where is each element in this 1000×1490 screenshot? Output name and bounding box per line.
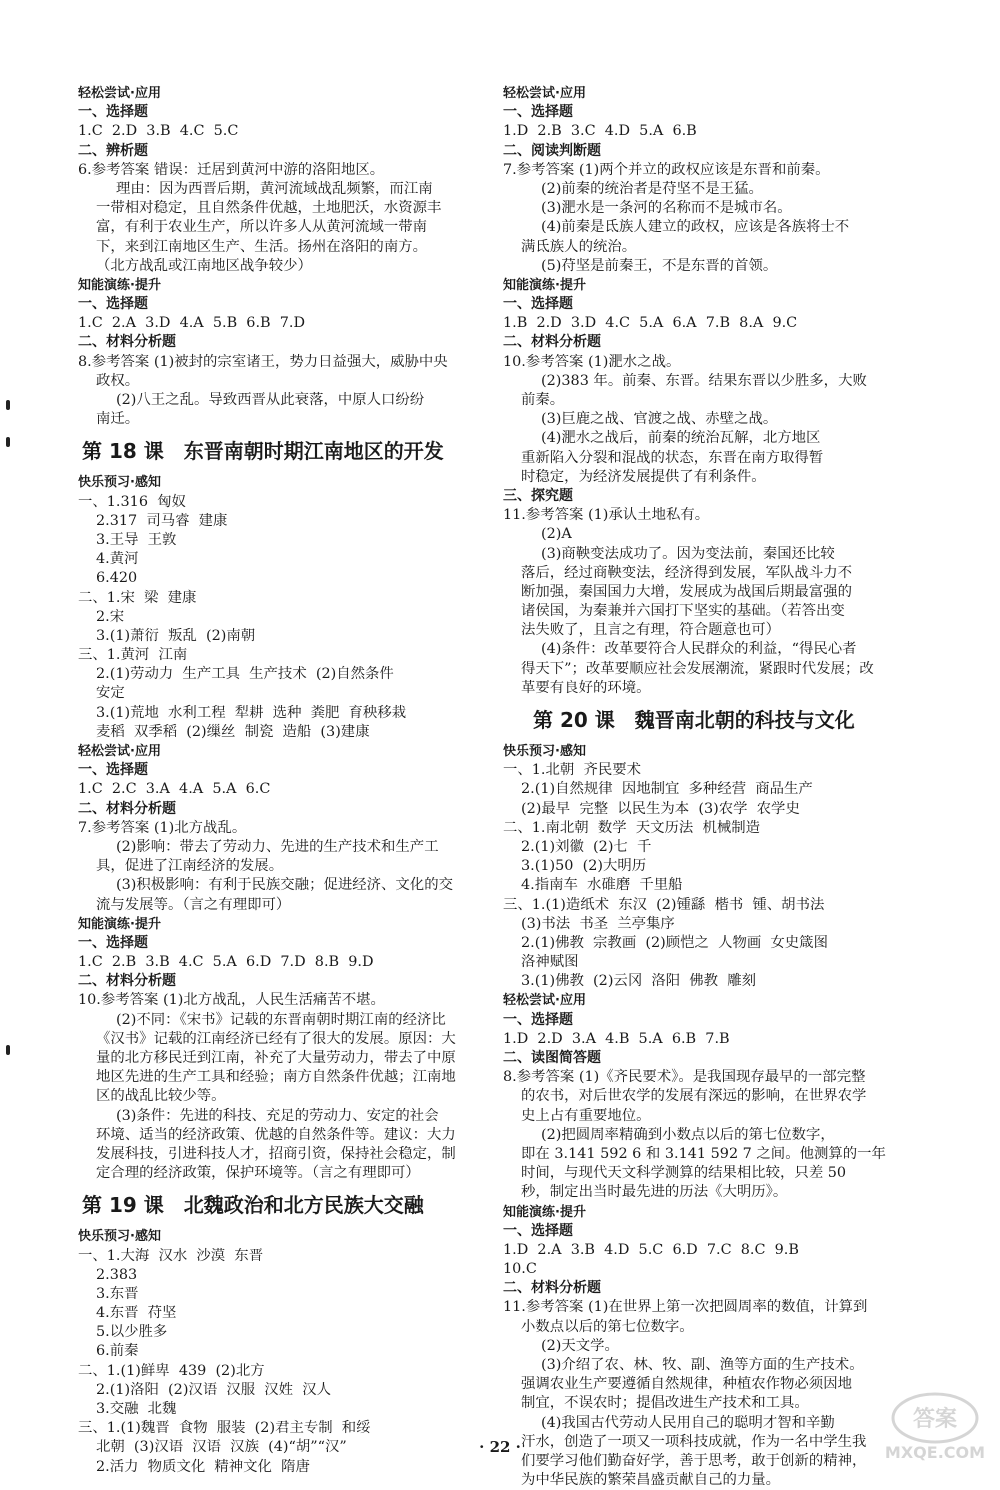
answer-line: (4)淝水之战后，前秦的统治瓦解，北方地区 bbox=[541, 430, 821, 447]
svg-text:MXQE.COM: MXQE.COM bbox=[884, 1443, 986, 1462]
answer-line: 得天下”；改革要顺应社会发展潮流，紧跟时代发展；改 bbox=[521, 660, 874, 677]
answer-line: 2.(1)佛教 宗教画 (2)顾恺之 人物画 女史箴图 bbox=[521, 934, 828, 951]
answer-line: 5.以少胜多 bbox=[96, 1324, 168, 1341]
lesson-title: 第 19 课 北魏政治和北方民族大交融 bbox=[82, 1193, 424, 1218]
section-label: 知能演练·提升 bbox=[78, 916, 161, 932]
answer-line: 6.前秦 bbox=[96, 1343, 139, 1360]
answer-line: 1.D 2.A 3.B 4.D 5.C 6.D 7.C 8.C 9.B bbox=[503, 1241, 799, 1258]
answer-line: (3)条件：先进的科技、充足的劳动力、安定的社会 bbox=[116, 1107, 439, 1124]
answer-line: （北方战乱或江南地区战争较少） bbox=[96, 257, 312, 274]
answer-line: 1.C 2.B 3.B 4.C 5.A 6.D 7.D 8.B 9.D bbox=[78, 954, 374, 971]
answer-line: 3.(1)荒地 水利工程 犁耕 选种 粪肥 育秧移栽 bbox=[96, 704, 407, 721]
answer-line: 三、1.(1)造纸术 东汉 (2)锺繇 楷书 锺、胡书法 bbox=[503, 896, 825, 913]
answer-line: (3)巨鹿之战、官渡之战、赤壁之战。 bbox=[541, 411, 778, 428]
answer-line: 满氐族人的统治。 bbox=[521, 238, 637, 255]
answer-line: 3.交融 北魏 bbox=[96, 1401, 177, 1417]
answer-line: 2.(1)劳动力 生产工具 生产技术 (2)自然条件 bbox=[96, 666, 394, 683]
answer-line: 区的战乱比较少等。 bbox=[96, 1088, 226, 1105]
answer-line: (2)最早 完整 以民生为本 (3)农学 农学史 bbox=[521, 800, 800, 817]
answer-line: 8.参考答案 (1)被封的宗室诸王，势力日益强大，威胁中央 bbox=[78, 353, 448, 370]
answer-line: 2.317 司马睿 建康 bbox=[96, 512, 228, 529]
answer-line: 秒，制定出当时最先进的历法《大明历》。 bbox=[521, 1184, 788, 1201]
answer-line: 革要有良好的环境。 bbox=[521, 679, 651, 696]
answer-line: (2)前秦的统治者是苻坚不是王猛。 bbox=[541, 180, 763, 197]
answer-line: (3)淝水是一条河的名称而不是城市名。 bbox=[541, 200, 792, 217]
question-type-heading: 三、探究题 bbox=[503, 487, 573, 504]
question-type-heading: 一、选择题 bbox=[503, 1011, 573, 1028]
section-label: 快乐预习·感知 bbox=[78, 475, 161, 491]
answer-line: (2)把圆周率精确到小数点以后的第七位数字， bbox=[541, 1126, 835, 1143]
answer-line: 11.参考答案 (1)承认土地私有。 bbox=[503, 507, 710, 524]
answer-line: (4)我国古代劳动人民用自己的聪明才智和辛勤 bbox=[541, 1414, 835, 1431]
answer-line: 1.C 2.A 3.D 4.A 5.B 6.B 7.D bbox=[78, 315, 306, 332]
question-type-heading: 一、选择题 bbox=[78, 934, 148, 951]
answer-line: 量的北方移民迁到江南，补充了大量劳动力，带去了中原 bbox=[96, 1050, 456, 1066]
answer-line: 制宜，不误农时；提倡改进生产技术和工具。 bbox=[521, 1395, 809, 1412]
question-type-heading: 二、材料分析题 bbox=[78, 800, 176, 817]
left-column bbox=[78, 84, 488, 1477]
answer-line: 定合理的经济政策，保护环境等。（言之有理即可） bbox=[96, 1165, 420, 1182]
section-label: 知能演练·提升 bbox=[503, 277, 586, 293]
binding-mark bbox=[6, 437, 10, 447]
answer-line: 发展科技，引进科技人才，招商引资，保持社会稳定，制 bbox=[96, 1145, 456, 1162]
question-type-heading: 二、材料分析题 bbox=[78, 973, 176, 990]
answer-line: 麦稻 双季稻 (2)缫丝 制瓷 造船 (3)建康 bbox=[96, 723, 370, 740]
answer-line: 们要学习他们勤奋好学，善于思考，敢于创新的精神， bbox=[521, 1452, 867, 1469]
answer-line: 2.(1)自然规律 因地制宜 多种经营 商品生产 bbox=[521, 781, 813, 798]
answer-line: 4.指南车 水碓磨 千里船 bbox=[521, 877, 683, 894]
page-number-value: 22 bbox=[489, 1438, 511, 1456]
answer-line: 6.420 bbox=[96, 570, 138, 587]
answer-line: 10.参考答案 (1)北方战乱，人民生活痛苦不堪。 bbox=[78, 992, 385, 1009]
answer-line: 一、1.北朝 齐民要术 bbox=[503, 762, 642, 779]
answer-line: 理由：因为西晋后期，黄河流域战乱频繁，而江南 bbox=[116, 180, 433, 197]
question-type-heading: 二、材料分析题 bbox=[503, 334, 601, 351]
answer-line: 法失败了，且言之有理，符合题意也可） bbox=[521, 622, 781, 639]
answer-line: 重新陷入分裂和混战的状态，东晋在南方取得暂 bbox=[521, 449, 824, 466]
answer-line: 3.(1)50 (2)大明历 bbox=[521, 858, 647, 875]
answer-line: 2.(1)刘徽 (2)七 千 bbox=[521, 838, 652, 855]
answer-line: 地区先进的生产工具和经验；南方自然条件优越；江南地 bbox=[96, 1069, 456, 1086]
answer-line: 一、1.316 匈奴 bbox=[78, 493, 186, 510]
binding-mark bbox=[6, 1045, 10, 1055]
binding-mark bbox=[6, 400, 10, 410]
answer-line: 汗水，创造了一项又一项科技成就，作为一名中学生我 bbox=[521, 1433, 867, 1450]
answer-line: 1.D 2.B 3.C 4.D 5.A 6.B bbox=[503, 123, 697, 140]
answer-line: 北朝 (3)汉语 汉语 汉族 (4)“胡”“汉” bbox=[96, 1439, 347, 1456]
answer-line: 7.参考答案 (1)两个并立的政权应该是东晋和前秦。 bbox=[503, 161, 830, 178]
answer-line: 4.东晋 苻坚 bbox=[96, 1305, 177, 1322]
answer-line: 一、1.大海 汉水 沙漠 东晋 bbox=[78, 1247, 264, 1264]
section-label: 知能演练·提升 bbox=[503, 1204, 586, 1220]
answer-line: (3)商鞅变法成功了。因为变法前，秦国还比较 bbox=[541, 545, 835, 562]
answer-line: (2)不同：《宋书》记载的东晋南朝时期江南的经济比 bbox=[116, 1011, 446, 1028]
section-label: 快乐预习·感知 bbox=[78, 1229, 161, 1245]
answer-line: 具，促进了江南经济的发展。 bbox=[96, 858, 284, 875]
answer-line: 富，有利于农业生产，所以许多人从黄河流域一带南 bbox=[96, 219, 427, 236]
answer-line: 前秦。 bbox=[521, 392, 565, 408]
answer-line: 的农书，对后世农学的发展有深远的影响，在世界农学 bbox=[521, 1088, 867, 1105]
answer-line: 政权。 bbox=[96, 372, 140, 389]
answer-line: 史上占有重要地位。 bbox=[521, 1107, 651, 1124]
question-type-heading: 二、材料分析题 bbox=[503, 1280, 601, 1297]
answer-line: 2.383 bbox=[96, 1266, 138, 1283]
answer-line: 3.王导 王敦 bbox=[96, 531, 177, 548]
question-type-heading: 一、选择题 bbox=[503, 1222, 573, 1239]
answer-line: (4)条件：改革要符合人民群众的利益，“得民心者 bbox=[541, 641, 857, 658]
answer-line: (2)影响：带去了劳动力、先进的生产技术和生产工 bbox=[116, 838, 439, 855]
answer-line: 10.参考答案 (1)淝水之战。 bbox=[503, 353, 681, 370]
question-type-heading: 一、选择题 bbox=[503, 296, 573, 313]
answer-line: 《汉书》记载的江南经济已经有了很大的发展。原因：大 bbox=[96, 1030, 456, 1047]
watermark-logo bbox=[880, 1390, 990, 1465]
answer-line: 3.(1)佛教 (2)云冈 洛阳 佛教 雕刻 bbox=[521, 973, 757, 990]
answer-line: 6.参考答案 错误：迁居到黄河中游的洛阳地区。 bbox=[78, 161, 385, 178]
answer-line: 10.C bbox=[503, 1261, 537, 1278]
answer-line: 强调农业生产要遵循自然规律，种植农作物必须因地 bbox=[521, 1376, 852, 1393]
answer-line: (3)介绍了农、林、牧、副、渔等方面的生产技术。 bbox=[541, 1357, 864, 1373]
answer-line: 洛神赋图 bbox=[521, 954, 579, 971]
answer-line: 流与发展等。（言之有理即可） bbox=[96, 896, 291, 913]
answer-line: 三、1.(1)魏晋 食物 服装 (2)君主专制 和绥 bbox=[78, 1420, 371, 1437]
question-type-heading: 一、选择题 bbox=[503, 104, 573, 121]
right-column bbox=[503, 84, 923, 1490]
answer-line: 3.(1)萧衍 叛乱 (2)南朝 bbox=[96, 627, 256, 644]
answer-line: 二、1.宋 梁 建康 bbox=[78, 589, 197, 606]
question-type-heading: 二、读图简答题 bbox=[503, 1050, 601, 1066]
answer-line: 二、1.南北朝 数学 天文历法 机械制造 bbox=[503, 819, 761, 836]
question-type-heading: 二、阅读判断题 bbox=[503, 142, 601, 159]
answer-line: 二、1.(1)鲜卑 439 (2)北方 bbox=[78, 1362, 265, 1379]
answer-line: 7.参考答案 (1)北方战乱。 bbox=[78, 819, 247, 836]
answer-line: 3.东晋 bbox=[96, 1285, 139, 1302]
answer-line: 1.B 2.D 3.D 4.C 5.A 6.A 7.B 8.A 9.C bbox=[503, 315, 798, 332]
answer-line: 时间，与现代天文科学测算的结果相比较，只差 50 bbox=[521, 1165, 847, 1182]
answer-line: 南迁。 bbox=[96, 411, 140, 428]
answer-line: 时稳定，为经济发展提供了有利条件。 bbox=[521, 468, 766, 485]
answer-line: 下，来到江南地区生产、生活。扬州在洛阳的南方。 bbox=[96, 238, 427, 255]
lesson-title: 第 18 课 东晋南朝时期江南地区的开发 bbox=[82, 439, 444, 464]
section-label: 轻松尝试·应用 bbox=[78, 86, 161, 101]
answer-line: (5)苻坚是前秦王，不是东晋的首领。 bbox=[541, 257, 778, 274]
answer-line: 2.宋 bbox=[96, 608, 125, 625]
page-number: · 22 · bbox=[479, 1438, 521, 1456]
answer-line: 8.参考答案 (1)《齐民要术》。是我国现存最早的一部完整 bbox=[503, 1069, 866, 1086]
section-label: 快乐预习·感知 bbox=[503, 744, 586, 759]
answer-line: 断加强，秦国国力大增，发展成为战国后期最富强的 bbox=[521, 583, 852, 600]
answer-line: 2.(1)洛阳 (2)汉语 汉服 汉姓 汉人 bbox=[96, 1381, 332, 1398]
answer-line: (3)书法 书圣 兰亭集序 bbox=[521, 915, 675, 932]
section-label: 轻松尝试·应用 bbox=[503, 993, 586, 1009]
answer-line: (2)天文学。 bbox=[541, 1337, 619, 1354]
question-type-heading: 一、选择题 bbox=[78, 296, 148, 313]
svg-text:答案: 答案 bbox=[912, 1407, 958, 1432]
answer-line: 安定 bbox=[96, 685, 125, 702]
answer-line: 小数点以后的第七位数字。 bbox=[521, 1318, 694, 1335]
answer-line: (2)八王之乱。导致西晋从此衰落，中原人口纷纷 bbox=[116, 392, 425, 408]
question-type-heading: 二、辨析题 bbox=[78, 142, 148, 159]
answer-line: 即在 3.141 592 6 和 3.141 592 7 之间。他测算的一年 bbox=[521, 1145, 886, 1162]
question-type-heading: 二、材料分析题 bbox=[78, 334, 176, 351]
answer-line: 一带相对稳定，且自然条件优越，土地肥沃，水资源丰 bbox=[96, 200, 442, 217]
answer-line: 1.D 2.D 3.A 4.B 5.A 6.B 7.B bbox=[503, 1030, 730, 1047]
question-type-heading: 一、选择题 bbox=[78, 762, 148, 779]
answer-line: 11.参考答案 (1)在世界上第一次把圆周率的数值，计算到 bbox=[503, 1299, 868, 1316]
answer-line: 为中华民族的繁荣昌盛贡献自己的力量。 bbox=[521, 1472, 781, 1489]
answer-line: (4)前秦是氐族人建立的政权，应该是各族将士不 bbox=[541, 219, 850, 236]
answer-line: (3)积极影响：有利于民族交融；促进经济、文化的交 bbox=[116, 877, 453, 894]
lesson-title: 第 20 课 魏晋南北朝的科技与文化 bbox=[533, 708, 855, 732]
section-label: 轻松尝试·应用 bbox=[78, 744, 161, 759]
answer-line: 4.黄河 bbox=[96, 551, 139, 568]
answer-line: 环境、适当的经济政策、优越的自然条件等。建议：大力 bbox=[96, 1126, 456, 1143]
answer-line: 1.C 2.C 3.A 4.A 5.A 6.C bbox=[78, 781, 271, 798]
answer-line: 诸侯国，为秦兼并六国打下坚实的基础。（若答出变 bbox=[521, 603, 845, 620]
question-type-heading: 一、选择题 bbox=[78, 104, 148, 121]
answer-line: (2)A bbox=[541, 526, 572, 543]
answer-line: 2.活力 物质文化 精神文化 隋唐 bbox=[96, 1458, 310, 1475]
answer-line: 三、1.黄河 江南 bbox=[78, 647, 188, 664]
answer-line: (2)383 年。前秦、东晋。结果东晋以少胜多，大败 bbox=[541, 372, 867, 389]
answer-line: 1.C 2.D 3.B 4.C 5.C bbox=[78, 123, 239, 140]
section-label: 轻松尝试·应用 bbox=[503, 86, 586, 101]
section-label: 知能演练·提升 bbox=[78, 277, 161, 293]
answer-line: 落后，经过商鞅变法，经济得到发展，军队战斗力不 bbox=[521, 564, 852, 581]
